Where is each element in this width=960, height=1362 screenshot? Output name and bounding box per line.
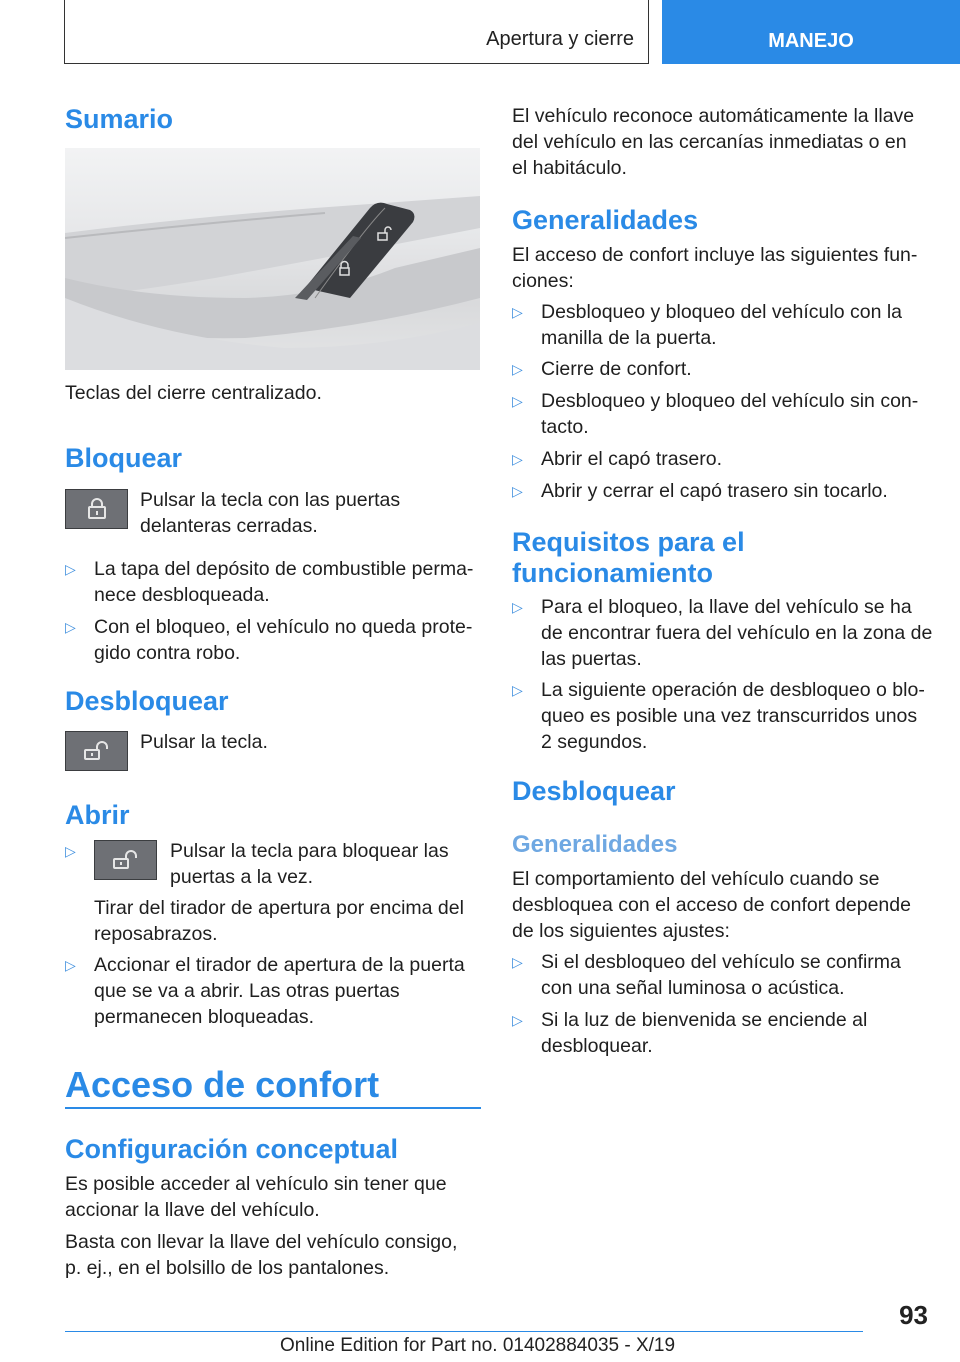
generalidades-text: El acceso de confort incluye las siguientes funciones: — [512, 244, 918, 292]
header-section-title: Apertura y cierre — [486, 28, 634, 50]
photo-caption: Teclas del cierre centralizado. — [65, 382, 322, 404]
generalidades-heading: Generalidades — [512, 205, 699, 235]
acceso-confort-heading: Acceso de confort — [65, 1064, 380, 1105]
config-paragraph-2: Basta con llevar la llave del vehículo consigo, p. ej., en el bolsillo de los pantalones. — [65, 1231, 458, 1279]
bullet-triangle-icon: ▷ — [65, 619, 76, 635]
bullet-triangle-icon: ▷ — [512, 682, 523, 698]
header-tab-manejo[interactable] — [662, 0, 960, 64]
footer-divider — [65, 1331, 863, 1332]
bullet-triangle-icon: ▷ — [512, 393, 523, 409]
bullet-triangle-icon: ▷ — [65, 843, 76, 859]
intro-paragraph: El vehículo reconoce automáticamente la llave del vehículo en las cercanías inmediatas o en el habitáculo. — [512, 105, 915, 179]
config-heading: Configuración conceptual — [65, 1134, 399, 1164]
bullet-triangle-icon: ▷ — [512, 599, 523, 615]
bullet-triangle-icon: ▷ — [512, 1012, 523, 1028]
desbloquear-heading: Desbloquear — [65, 686, 229, 716]
lock-key-icon — [65, 489, 128, 529]
page-number: 93 — [899, 1300, 928, 1330]
abrir-key-text: Pulsar la tecla para bloquear las puertas a la vez. — [170, 840, 449, 888]
bullet-triangle-icon: ▷ — [512, 304, 523, 320]
sumario-heading: Sumario — [65, 104, 174, 134]
unlock-icon — [112, 850, 140, 870]
lock-icon — [85, 498, 109, 520]
desbloquear-right-text: El comportamiento del vehículo cuando se desbloquea con el acceso de confort depende de los siguientes ajustes: — [512, 868, 911, 942]
bullet-triangle-icon: ▷ — [65, 957, 76, 973]
desbloquear-text: Pulsar la tecla. — [140, 731, 268, 753]
section-divider — [65, 1107, 481, 1109]
unlock-key-icon — [65, 731, 128, 771]
abrir-bullet1-text: Tirar del tirador de apertura por encima del reposabrazos. — [94, 897, 464, 945]
footer-edition-text: Online Edition for Part no. 01402884035 - X/19 — [280, 1335, 676, 1356]
abrir-heading: Abrir — [65, 800, 130, 830]
bullet-triangle-icon: ▷ — [512, 483, 523, 499]
unlock-icon — [83, 741, 111, 761]
unlock-key-icon — [94, 840, 157, 880]
door-handle-photo — [65, 148, 480, 370]
bloquear-text: Pulsar la tecla con las puertas delanteras cerradas. — [140, 489, 401, 537]
config-paragraph-1: Es posible acceder al vehículo sin tener que accionar la llave del vehículo. — [65, 1173, 447, 1221]
door-handle-illustration — [65, 148, 480, 370]
header-tab-label: MANEJO — [768, 29, 854, 52]
bullet-triangle-icon: ▷ — [512, 361, 523, 377]
desbloquear-right-heading: Desbloquear — [512, 776, 676, 806]
requisitos-heading: Requisitos para el funcionamiento — [512, 527, 745, 589]
desbloquear-generalidades-subheading: Generalidades — [512, 831, 678, 858]
bullet-triangle-icon: ▷ — [65, 561, 76, 577]
bullet-triangle-icon: ▷ — [512, 954, 523, 970]
bloquear-heading: Bloquear — [65, 443, 183, 473]
bullet-triangle-icon: ▷ — [512, 451, 523, 467]
